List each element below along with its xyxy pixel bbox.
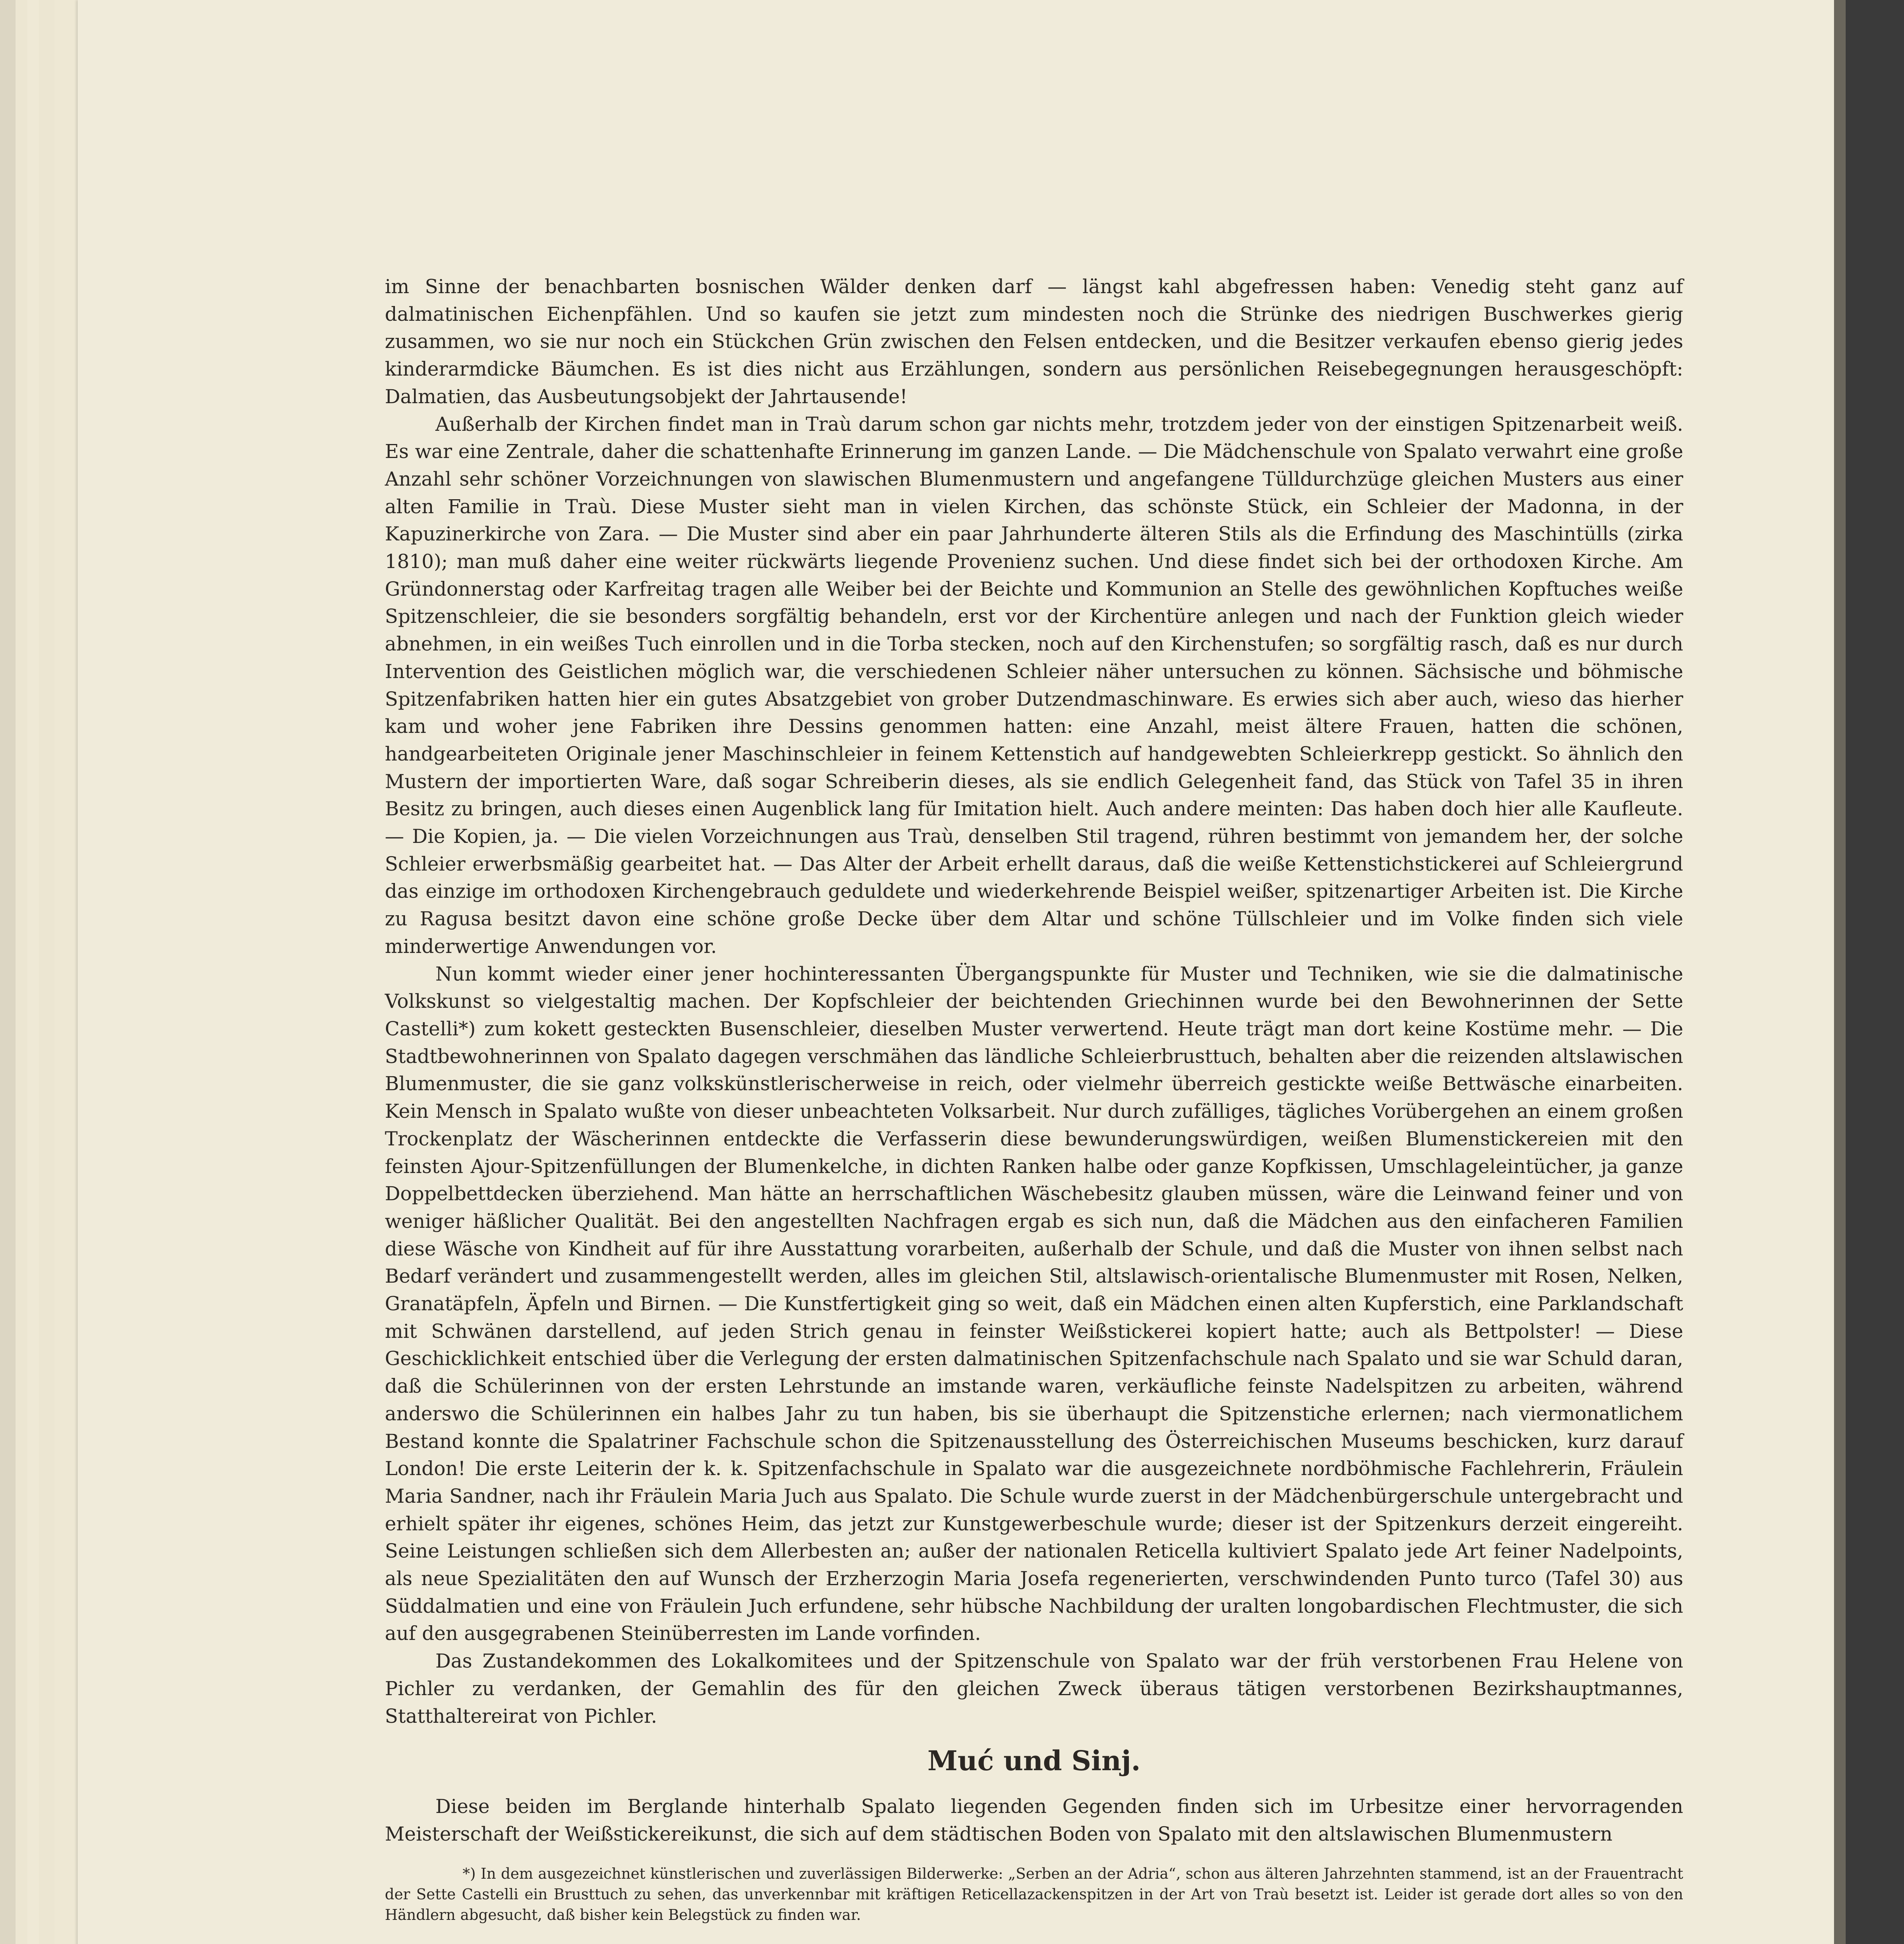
paragraph: Das Zustandekommen des Lokalkomitees und der Spitzenschule von Spalato war der früh verstorbenen Frau Helene von Pichler zu verdanken, der Gemahlin des für den gleichen Zweck überaus tätigen verstorbenen Bezirkshauptmannes, Statthaltereirat von Pichler. bbox=[385, 1650, 1683, 1727]
paragraph: Nun kommt wieder einer jener hochinteressanten Übergangspunkte für Muster und Techniken, wie sie die dalmatinische Volkskunst so vielgestaltig machen. Der Kopfschleier der beichtenden Griechinnen wurde bei den Bewohnerinnen der Sette Castelli*) zum kokett gesteckten Busenschleier, dieselben Muster verwertend. Heute trägt man dort keine Kostüme mehr. — Die Stadtbewohnerinnen von Spalato dagegen verschmähen das ländliche Schleierbrusttuch, behalten aber die reizenden altslawischen Blumenmuster, die sie ganz volkskünstlerischerweise in reich, oder vielmehr überreich gestickte weiße Bettwäsche einarbeiten. Kein Mensch in Spalato wußte von dieser unbeachteten Volksarbeit. Nur durch zufälliges, tägliches Vorübergehen an einem großen Trockenplatz der Wäscherinnen entdeckte die Verfasserin diese bewunderungswürdigen, weißen Blumenstickereien mit den feinsten Ajour-Spitzenfüllungen der Blumenkelche, in dichten Ranken halbe oder ganze Kopfkissen, Umschlageleintücher, ja ganze Doppelbettdecken überziehend. Man hätte an herrschaftlichen Wäschebesitz glauben müssen, wäre die Leinwand feiner und von weniger häßlicher Qualität. Bei den angestellten Nachfragen ergab es sich nun, daß die Mädchen aus den einfacheren Familien diese Wäsche von Kindheit auf für ihre Ausstattung vorarbeiten, außerhalb der Schule, und daß die Muster von ihnen selbst nach Bedarf verändert und zusammengestellt werden, alles im gleichen Stil, altslawisch-orientalische Blumenmuster mit Rosen, Nelken, Granatäpfeln, Äpfeln und Birnen. — Die Kunstfertigkeit ging so weit, daß ein Mädchen einen alten Kupferstich, eine Parklandschaft mit Schwänen darstellend, auf jeden Strich genau in feinster Weißstickerei kopiert hatte; auch als Bettpolster! — Diese Geschicklichkeit entschied über die Verlegung der ersten dalmatinischen Spitzenfachschule nach Spalato und sie war Schuld daran, daß die Schülerinnen von der ersten Lehrstunde an imstande waren, verkäufliche feinste Nadelspitzen zu arbeiten, während anderswo die Schülerinnen ein halbes Jahr zu tun haben, bis sie überhaupt die Spitzenstiche erlernen; nach viermonatlichem Bestand konnte die Spalatriner Fachschule schon die Spitzenausstellung des Österreichischen Museums beschicken, kurz darauf London! Die erste Leiterin der k. k. Spitzenfachschule in Spalato war die ausgezeichnete nordböhmische Fachlehrerin, Fräulein Maria Sandner, nach ihr Fräulein Maria Juch aus Spalato. Die Schule wurde zuerst in der Mädchenbürgerschule untergebracht und erhielt später ihr eigenes, schönes Heim, das jetzt zur Kunstgewerbeschule wurde; dieser ist der Spitzenkurs derzeit eingereiht. Seine Leistungen schließen sich dem Allerbesten an; außer der nationalen Reticella kultiviert Spalato jede Art feiner Nadelpoints, als neue Spezialitäten den auf Wunsch der Erzherzogin Maria Josefa regenerierten, verschwindenden Punto turco (Tafel 30) aus Süddalmatien und eine von Fräulein Juch erfundene, sehr hübsche Nachbildung der uralten longobardischen Flechtmuster, die sich auf den ausgegrabenen Steinüberresten im Lande vorfinden. bbox=[385, 962, 1683, 1645]
footnote bbox=[385, 1864, 1683, 1925]
page-body bbox=[385, 273, 1683, 1925]
paragraph: im Sinne der benachbarten bosnischen Wälder denken darf — längst kahl abgefressen haben: Venedig steht ganz auf dalmatinischen Eichenpfählen. Und so kaufen sie jetzt zum mindesten noch die Strünke des niedrigen Buschwerkes gierig zusammen, wo sie nur noch ein Stückchen Grün zwischen den Felsen entdecken, und die Besitzer verkaufen ebenso gierig jedes kinderarmdicke Bäumchen. Es ist dies nicht aus Erzählungen, sondern aus persönlichen Reisebegegnungen herausgeschöpft: Dalmatien, das Ausbeutungsobjekt der Jahrtausende! bbox=[385, 275, 1683, 408]
section-heading: Muć und Sinj. bbox=[927, 1745, 1141, 1777]
paragraph: Außerhalb der Kirchen findet man in Traù darum schon gar nichts mehr, trotzdem jeder von der einstigen Spitzenarbeit weiß. Es war eine Zentrale, daher die schattenhafte Erinnerung im ganzen Lande. — Die Mädchenschule von Spalato verwahrt eine große Anzahl sehr schöner Vorzeichnungen von slawischen Blumenmustern und angefangene Tülldurchzüge gleichen Musters aus einer alten Familie in Traù. Diese Muster sieht man in vielen Kirchen, das schönste Stück, ein Schleier der Madonna, in der Kapuzinerkirche von Zara. — Die Muster sind aber ein paar Jahrhunderte älteren Stils als die Erfindung des Maschintülls (zirka 1810); man muß daher eine weiter rückwärts liegende Provenienz suchen. Und diese findet sich bei der orthodoxen Kirche. Am Gründonnerstag oder Karfreitag tragen alle Weiber bei der Beichte und Kommunion an Stelle des gewöhnlichen Kopftuches weiße Spitzenschleier, die sie besonders sorgfältig behandeln, erst vor der Kirchentüre anlegen und nach der Funktion gleich wieder abnehmen, in ein weißes Tuch einrollen und in die Torba stecken, noch auf den Kirchenstufen; so sorgfältig rasch, daß es nur durch Intervention des Geistlichen möglich war, die verschiedenen Schleier näher untersuchen zu können. Sächsische und böhmische Spitzenfabriken hatten hier ein gutes Absatzgebiet von grober Dutzendmaschinware. Es erwies sich aber auch, wieso das hierher kam und woher jene Fabriken ihre Dessins genommen hatten: eine Anzahl, meist ältere Frauen, hatten die schönen, handgearbeiteten Originale jener Maschinschleier in feinem Kettenstich auf handgewebten Schleierkrepp gestickt. So ähnlich den Mustern der importierten Ware, daß sogar Schreiberin dieses, als sie endlich Gelegenheit fand, das Stück von Tafel 35 in ihren Besitz zu bringen, auch dieses einen Augenblick lang für Imitation hielt. Auch andere meinten: Das haben doch hier alle Kaufleute. — Die Kopien, ja. — Die vielen Vorzeichnungen aus Traù, denselben Stil tragend, rühren bestimmt von jemandem her, der solche Schleier erwerbsmäßig gearbeitet hat. — Das Alter der Arbeit erhellt daraus, daß die weiße Kettenstichstickerei auf Schleiergrund das einzige im orthodoxen Kirchengebrauch geduldete und wiederkehrende Beispiel weißer, spitzenartiger Arbeiten ist. Die Kirche zu Ragusa besitzt davon eine schöne große Decke über dem Altar und schöne Tüllschleier und im Volke finden sich viele minderwertige Anwendungen vor. bbox=[385, 413, 1683, 958]
paragraph: Diese beiden im Berglande hinterhalb Spalato liegenden Gegenden finden sich im Urbesitze einer hervorragenden Meisterschaft der Weißstickereikunst, die sich auf dem städtischen Boden von Spalato mit den altslawischen Blumenmustern bbox=[385, 1795, 1683, 1845]
footnote-text: *) In dem ausgezeichnet künstlerischen und zuverlässigen Bilderwerke: „Serben an der Adria“, schon aus älteren Jahrzehnten stammend, ist an der Frauentracht der Sette Castelli ein Brusttuch zu sehen, das unverkennbar mit kräftigen Reticellazackenspitzen in der Art von Traù besetzt ist. Leider ist gerade dort alles so von den Händlern abgesucht, daß bisher kein Belegstück zu finden war. bbox=[385, 1865, 1683, 1923]
book-binding-edge bbox=[1834, 0, 1904, 1944]
